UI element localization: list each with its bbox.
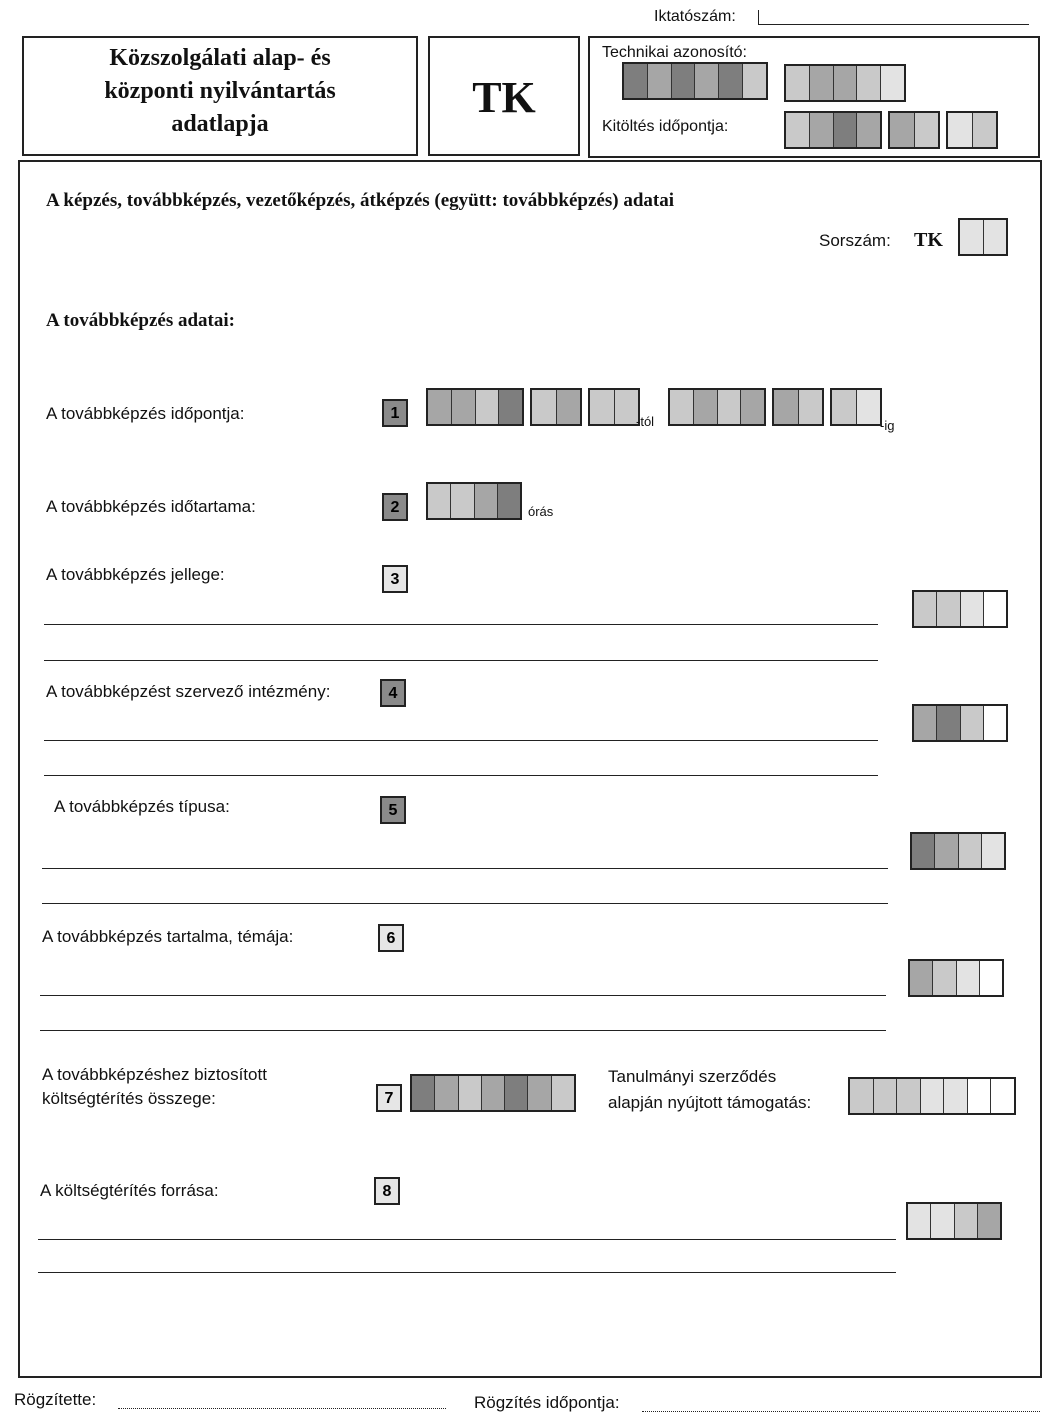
- field-1-to-month-cells[interactable]: [772, 388, 824, 426]
- field-1-to-year-cells[interactable]: [668, 388, 766, 426]
- field-5-line-2[interactable]: [42, 903, 888, 904]
- field-7-label-line1: A továbbképzéshez biztosított: [42, 1065, 267, 1084]
- field-1-from-month-cells[interactable]: [530, 388, 582, 426]
- field-6-line-1[interactable]: [40, 995, 886, 996]
- field-4-number: 4: [380, 679, 406, 707]
- field-3-code-cells[interactable]: [912, 590, 1008, 628]
- form-title-line1: Közszolgálati alap- és: [109, 45, 331, 71]
- field-5-label: A továbbképzés típusa:: [54, 797, 230, 816]
- field-5-number: 5: [380, 796, 406, 824]
- field-4-code-cells[interactable]: [912, 704, 1008, 742]
- fill-date-month-cells[interactable]: [888, 111, 940, 149]
- form-title-line2: központi nyilvántartás: [104, 78, 336, 104]
- field-1-to-day-cells[interactable]: [830, 388, 882, 426]
- field-2-number: 2: [382, 493, 408, 521]
- field-5-line-1[interactable]: [42, 868, 888, 869]
- field-1-from-day-cells[interactable]: [588, 388, 640, 426]
- section-heading: A képzés, továbbképzés, vezetőképzés, átképzés (együtt: továbbképzés) adatai: [46, 190, 674, 211]
- field-8-label: A költségtérítés forrása:: [40, 1181, 219, 1200]
- support-label-line2: alapján nyújtott támogatás:: [608, 1093, 812, 1112]
- form-code: TK: [472, 73, 536, 122]
- serial-label: Sorszám:: [819, 231, 891, 250]
- field-1-from-suffix: -tól: [636, 414, 655, 429]
- field-6-line-2[interactable]: [40, 1030, 886, 1031]
- field-4-line-1[interactable]: [44, 740, 878, 741]
- field-5-code-cells[interactable]: [910, 832, 1006, 870]
- form-title: [24, 42, 416, 141]
- field-8-line-2[interactable]: [38, 1272, 896, 1273]
- field-7-amount-cells[interactable]: [410, 1074, 576, 1112]
- tech-id-cells-b[interactable]: [784, 64, 906, 102]
- field-7-number: 7: [376, 1084, 402, 1112]
- field-3-number: 3: [382, 565, 408, 593]
- field-6-code-cells[interactable]: [908, 959, 1004, 997]
- fill-date-day-cells[interactable]: [946, 111, 998, 149]
- recorded-by-field[interactable]: [118, 1408, 446, 1409]
- form-code-box: [428, 36, 580, 156]
- field-6-number: 6: [378, 924, 404, 952]
- tech-id-cells-a[interactable]: [622, 62, 768, 100]
- form-title-box: [22, 36, 418, 156]
- field-7-label-line2: költségtérítés összege:: [42, 1089, 216, 1108]
- field-6-label: A továbbképzés tartalma, témája:: [42, 927, 294, 946]
- field-8-line-1[interactable]: [38, 1239, 896, 1240]
- field-3-label: A továbbképzés jellege:: [46, 565, 225, 584]
- field-2-label: A továbbképzés időtartama:: [46, 497, 256, 516]
- field-4-line-2[interactable]: [44, 775, 878, 776]
- recorded-by-label: Rögzítette:: [14, 1390, 97, 1409]
- serial-number-cells[interactable]: [958, 218, 1008, 256]
- field-8-code-cells[interactable]: [906, 1202, 1002, 1240]
- field-1-to-suffix: -ig: [880, 418, 895, 433]
- support-label-line1: Tanulmányi szerződés: [608, 1067, 777, 1086]
- field-4-label: A továbbképzést szervező intézmény:: [46, 682, 331, 701]
- field-1-label: A továbbképzés időpontja:: [46, 404, 245, 423]
- fill-date-year-cells[interactable]: [784, 111, 882, 149]
- serial-code: TK: [914, 229, 943, 251]
- tech-id-label: Technikai azonosító:: [602, 44, 747, 61]
- field-2-duration-cells[interactable]: [426, 482, 522, 520]
- field-8-number: 8: [374, 1177, 400, 1205]
- fill-date-label: Kitöltés időpontja:: [602, 118, 729, 135]
- field-2-suffix: órás: [528, 504, 554, 519]
- registry-number-label: Iktatószám:: [654, 8, 736, 25]
- recorded-date-field[interactable]: [642, 1411, 1040, 1412]
- field-3-line-2[interactable]: [44, 660, 878, 661]
- form-title-line3: adatlapja: [171, 111, 269, 137]
- recorded-date-label: Rögzítés időpontja:: [474, 1393, 620, 1412]
- field-3-line-1[interactable]: [44, 624, 878, 625]
- field-1-number: 1: [382, 399, 408, 427]
- support-amount-cells[interactable]: [848, 1077, 1016, 1115]
- subheading: A továbbképzés adatai:: [46, 310, 235, 331]
- registry-number-field[interactable]: [758, 10, 1029, 25]
- field-1-from-year-cells[interactable]: [426, 388, 524, 426]
